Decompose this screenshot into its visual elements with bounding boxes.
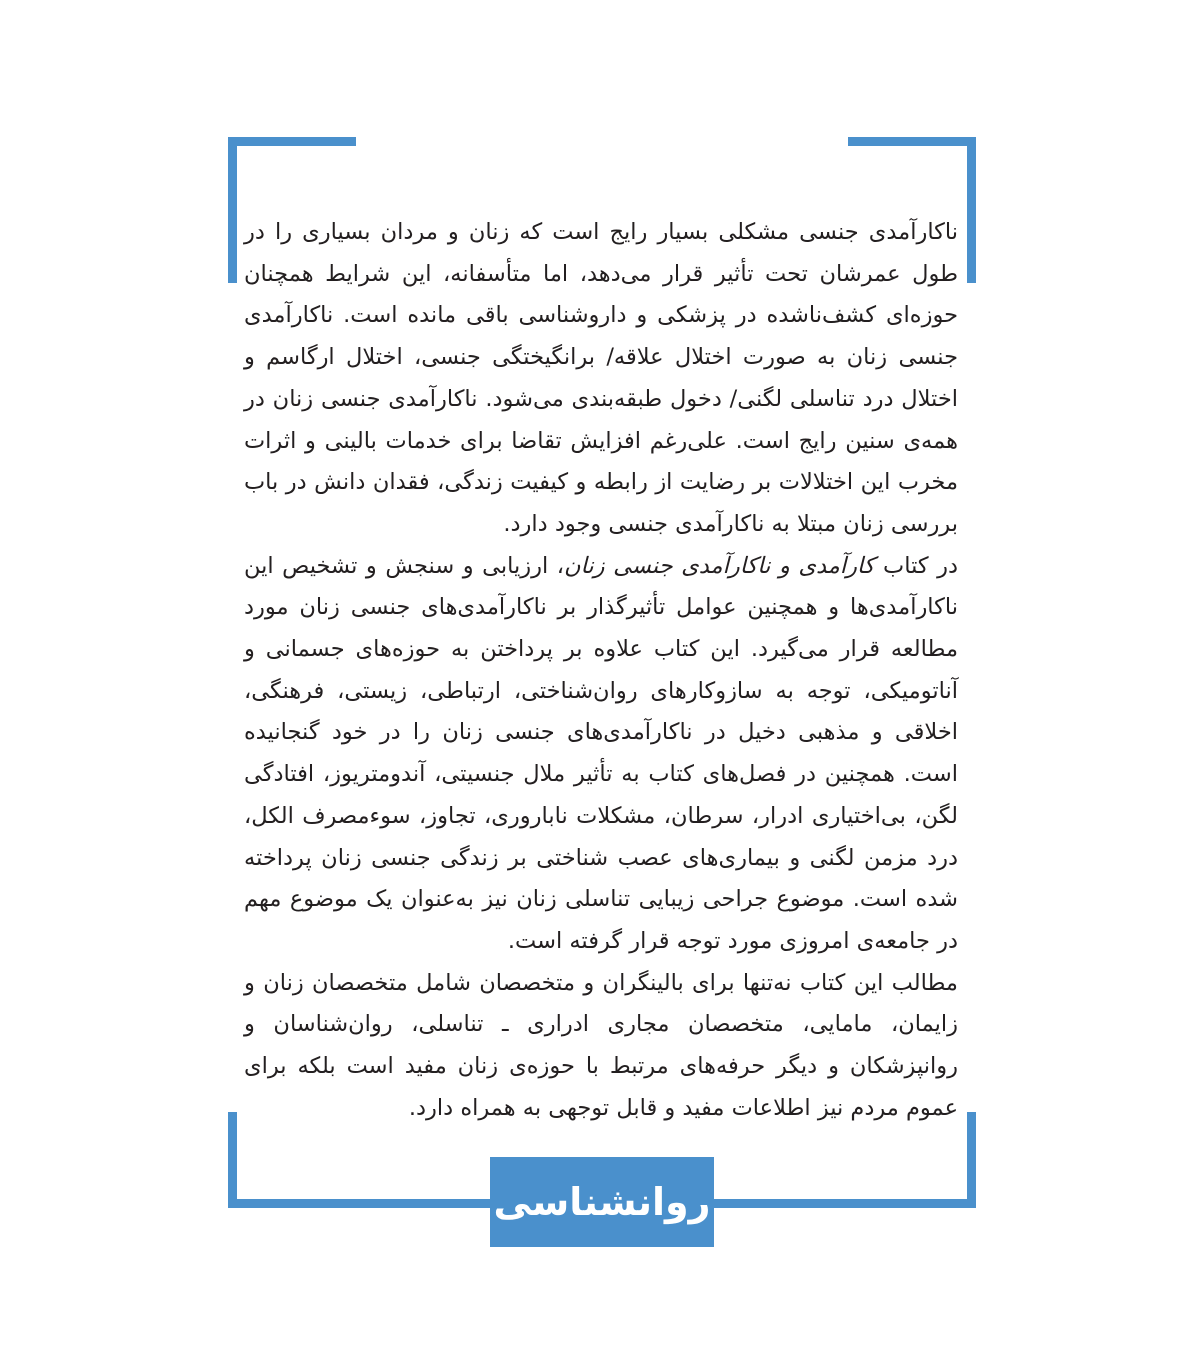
frame-bottom-left-vertical bbox=[228, 1112, 237, 1208]
frame-top-left-vertical bbox=[228, 137, 237, 283]
frame-top-right-vertical bbox=[967, 137, 976, 283]
paragraph-audience: مطالب این کتاب نه‌تنها برای بالینگران و متخصصان شامل متخصصان زنان و زایمان، مامایی، متخصصان مجاری ادراری ـ تناسلی، روان‌شناسان و روانپزشکان و دیگر حرفه‌های مرتبط با حوزه‌ی زنان مفید است بلکه برای عموم مردم نیز اطلاعات مفید و قابل توجهی به همراه دارد. bbox=[244, 969, 958, 1121]
frame-bottom-right-horizontal bbox=[710, 1199, 976, 1208]
frame-top-left-horizontal bbox=[228, 137, 356, 146]
paragraph-intro: ناکارآمدی جنسی مشکلی بسیار رایج است که زنان و مردان بسیاری را در طول عمرشان تحت تأثیر قرار می‌دهد، اما متأسفانه، این شرایط همچنان حوزه‌ای کشف‌ناشده در پزشکی و داروشناسی باقی مانده است. ناکارآمدی جنسی زنان به صورت اختلال علاقه/ برانگیختگی جنسی، اختلال ارگاسم و اختلال درد تناسلی لگنی/ دخول طبقه‌بندی می‌شود. ناکارآمدی جنسی زنان در همه‌ی سنین رایج است. علی‌رغم افزایش تقاضا برای خدمات بالینی و اثرات مخرب این اختلالات بر رضایت از رابطه و کیفیت زندگی، فقدان دانش در باب بررسی زنان مبتلا به ناکارآمدی جنسی وجود دارد. bbox=[244, 219, 958, 537]
frame-bottom-left-horizontal bbox=[228, 1199, 494, 1208]
paragraph-book-content-body: ، ارزیابی و سنجش و تشخیص این ناکارآمدی‌ها و همچنین عوامل تأثیرگذار بر ناکارآمدی‌های جنسی زنان مورد مطالعه قرار می‌گیرد. این کتاب علاوه بر پرداختن به حوزه‌های جسمانی و آناتومیکی، توجه به سازوکارهای روان‌شناختی، ارتباطی، زیستی، فرهنگی، اخلاقی و مذهبی دخیل در ناکارآمدی‌های جنسی زنان را در خود گنجانیده است. همچنین در فصل‌های کتاب به تأثیر ملال جنسیتی، آندومتریوز، افتادگی لگن، بی‌اختیاری ادرار، سرطان، مشکلات ناباروری، تجاوز، سوءمصرف الکل، درد مزمن لگنی و بیماری‌های عصب شناختی بر زندگی جنسی زنان پرداخته شده است. موضوع جراحی زیبایی تناسلی زنان نیز به‌عنوان یک موضوع مهم در جامعه‌ی امروزی مورد توجه قرار گرفته است. bbox=[244, 552, 958, 954]
book-title: کارآمدی و ناکارآمدی جنسی زنان bbox=[564, 552, 875, 579]
frame-bottom-right-vertical bbox=[967, 1112, 976, 1208]
section-label bbox=[490, 1157, 714, 1247]
book-description bbox=[244, 212, 958, 1129]
paragraph-book-content-lead: در کتاب bbox=[874, 552, 958, 579]
paragraph-book-content bbox=[244, 546, 958, 963]
frame-top-right-horizontal bbox=[848, 137, 976, 146]
section-label-text: روانشناسی bbox=[493, 1180, 711, 1224]
